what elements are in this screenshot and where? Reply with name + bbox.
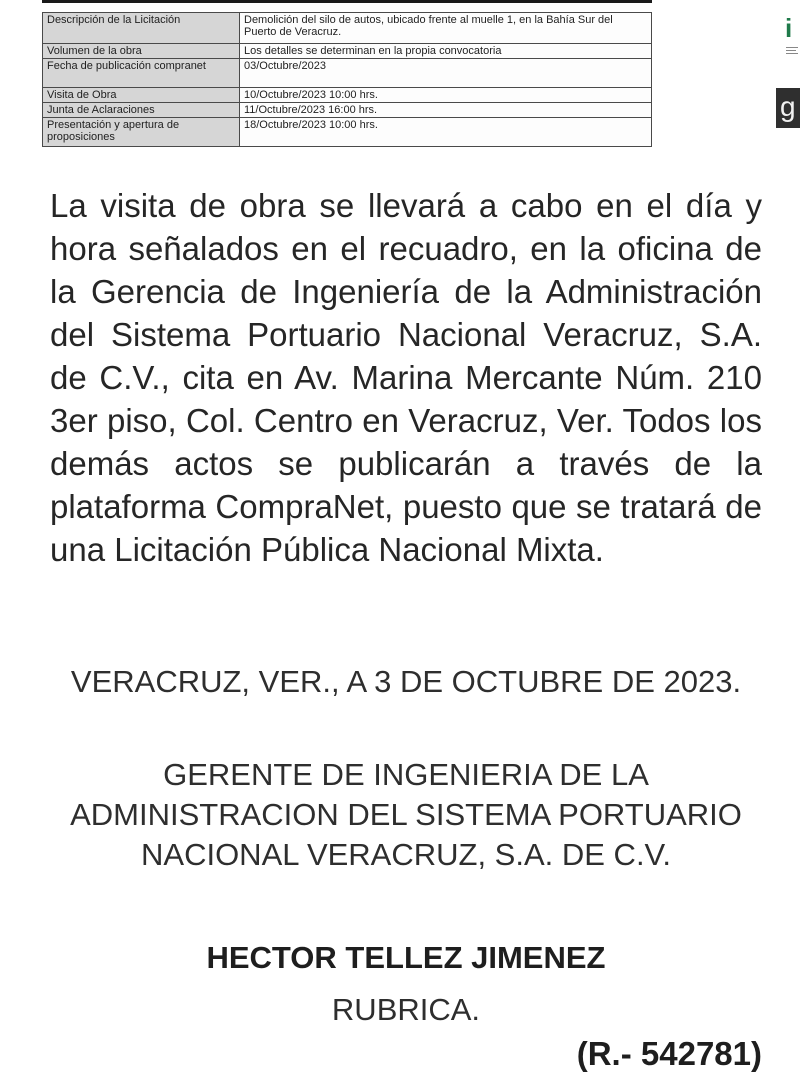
top-rule bbox=[42, 0, 652, 3]
rubrica-label: RUBRICA. bbox=[331, 992, 481, 1027]
row-value: 03/Octubre/2023 bbox=[240, 59, 652, 88]
table-row bbox=[43, 88, 652, 103]
adjacent-logo-caption bbox=[786, 46, 800, 56]
row-value: Los detalles se determinan en la propia convocatoria bbox=[240, 44, 652, 59]
reference-number: (R.- 542781) bbox=[576, 1035, 762, 1072]
row-value: 10/Octubre/2023 10:00 hrs. bbox=[240, 88, 652, 103]
caption-lines-icon bbox=[786, 46, 800, 56]
table-row bbox=[43, 118, 652, 147]
row-label: Descripción de la Licitación bbox=[43, 13, 240, 44]
table-row bbox=[43, 59, 652, 88]
signer-name: HECTOR TELLEZ JIMENEZ bbox=[206, 940, 606, 975]
date-line: VERACRUZ, VER., A 3 DE OCTUBRE DE 2023. bbox=[70, 664, 742, 699]
row-label: Presentación y apertura de proposiciones bbox=[43, 118, 240, 147]
notice-paragraph: La visita de obra se llevará a cabo en el día y hora señalados en el recuadro, en la oficina de la Gerencia de Ingeniería de la Administración del Sistema Portuario Nacional Veracruz, S.A. de C.V., cita en Av. Marina Mercante Núm. 210 3er piso, Col. Centro en Veracruz, Ver. Todos los demás actos se publicarán a través de la plataforma CompraNet, puesto que se tratará de una Licitación Pública Nacional Mixta. bbox=[50, 187, 762, 568]
row-label: Fecha de publicación compranet bbox=[43, 59, 240, 88]
row-label: Visita de Obra bbox=[43, 88, 240, 103]
adjacent-box-fragment: g bbox=[776, 88, 800, 128]
row-value: Demolición del silo de autos, ubicado frente al muelle 1, en la Bahía Sur del Puerto de Veracruz. bbox=[240, 13, 652, 44]
table-row bbox=[43, 103, 652, 118]
tender-details-table bbox=[42, 12, 652, 147]
row-value: 18/Octubre/2023 10:00 hrs. bbox=[240, 118, 652, 147]
signer-title: GERENTE DE INGENIERIA DE LA ADMINISTRACION DEL SISTEMA PORTUARIO NACIONAL VERACRUZ, S.A. DE C.V. bbox=[70, 757, 742, 872]
row-label: Junta de Aclaraciones bbox=[43, 103, 240, 118]
row-label: Volumen de la obra bbox=[43, 44, 240, 59]
table-row bbox=[43, 13, 652, 44]
table-row bbox=[43, 44, 652, 59]
adjacent-logo-fragment: i bbox=[785, 14, 793, 42]
row-value: 11/Octubre/2023 16:00 hrs. bbox=[240, 103, 652, 118]
